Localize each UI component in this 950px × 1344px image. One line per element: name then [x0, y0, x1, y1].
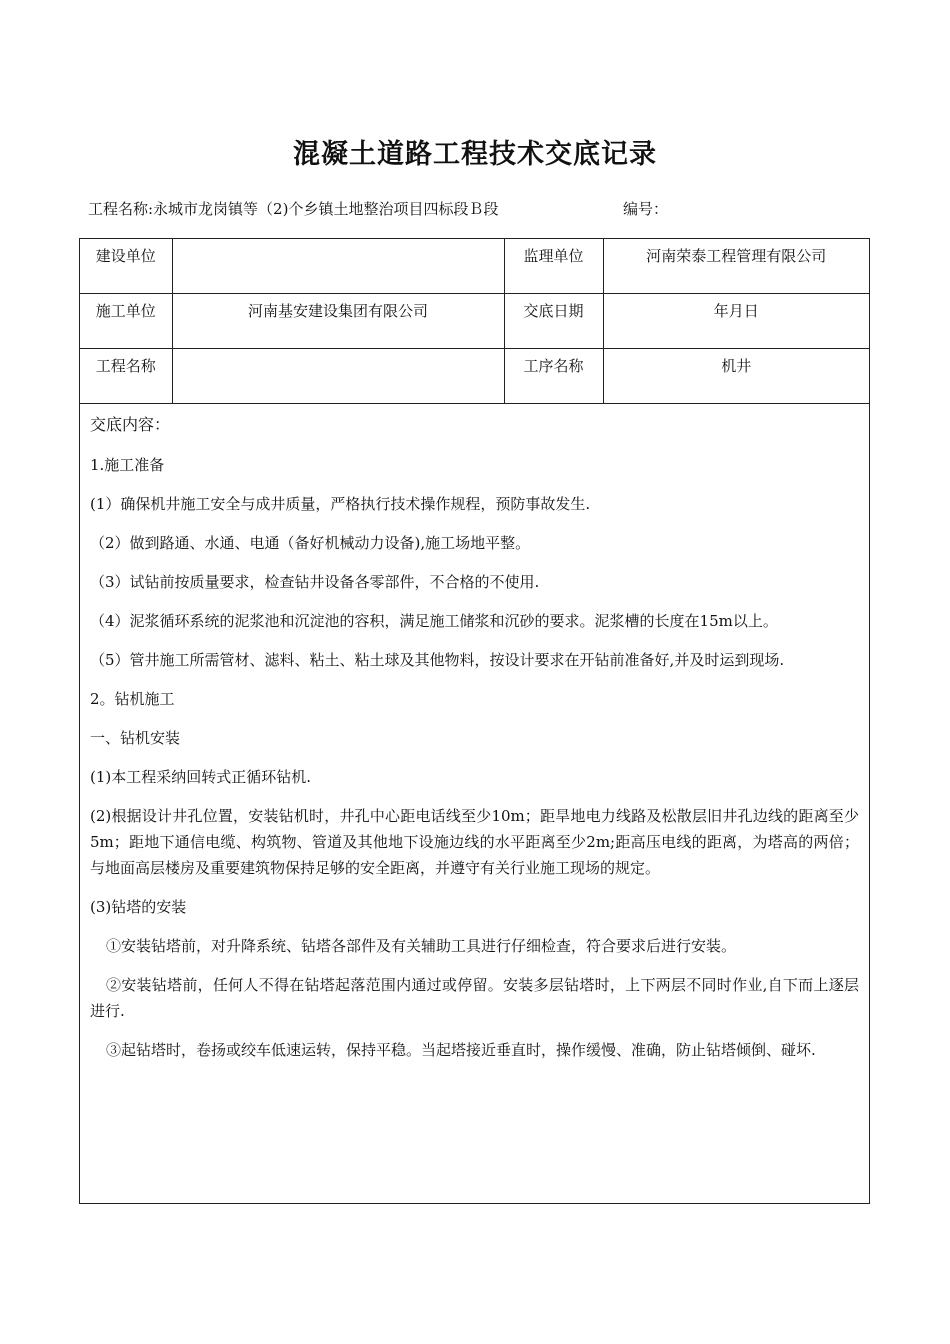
document-header [88, 198, 878, 219]
process-name-label: 工序名称 [504, 349, 603, 404]
disclosure-date-label: 交底日期 [504, 294, 603, 349]
project-name-cell-value [172, 349, 504, 404]
project-name-label: 工程名称:永城市龙岗镇等（2)个乡镇土地整治项目四标段Ｂ段 [88, 200, 499, 218]
info-table [80, 239, 869, 404]
info-row-1 [80, 239, 869, 294]
contractor-label: 施工单位 [80, 294, 172, 349]
construction-unit-label: 建设单位 [80, 239, 172, 294]
disclosure-content [80, 404, 869, 1063]
content-paragraph: （3）试钻前按质量要求，检查钻井设备各零部件，不合格的不使用. [90, 573, 540, 591]
supervision-unit-label: 监理单位 [504, 239, 603, 294]
content-heading: 交底内容： [90, 415, 171, 434]
content-paragraph: (3)钻塔的安装 [90, 898, 187, 916]
content-paragraph: （2）做到路通、水通、电通（备好机械动力设备),施工场地平整。 [90, 534, 531, 552]
process-name-value: 机井 [603, 349, 869, 404]
info-row-3 [80, 349, 869, 404]
content-paragraph: ②安装钻塔前，任何人不得在钻塔起落范围内通过或停留。安装多层钻塔时，上下两层不同时作业,自下而上逐层进行. [90, 976, 859, 1020]
content-paragraph: ③起钻塔时，卷扬或绞车低速运转，保持平稳。当起塔接近垂直时，操作缓慢、准确，防止钻塔倾倒、碰坏. [106, 1041, 816, 1059]
content-paragraph: （5）管井施工所需管材、滤料、粘土、粘土球及其他物料，按设计要求在开钻前准备好,并及时运到现场. [90, 651, 785, 669]
document-number-label: 编号： [623, 200, 669, 218]
disclosure-date-value: 年月日 [603, 294, 869, 349]
content-paragraph: 一、钻机安装 [90, 729, 181, 747]
document-title: 混凝土道路工程技术交底记录 [293, 139, 657, 170]
content-paragraph: (1)本工程采纳回转式正循环钻机. [90, 768, 312, 786]
construction-unit-value [172, 239, 504, 294]
supervision-unit-value: 河南荣泰工程管理有限公司 [603, 239, 869, 294]
disclosure-sheet [79, 238, 870, 1204]
content-paragraph: (1）确保机井施工安全与成井质量，严格执行技术操作规程，预防事故发生. [90, 495, 591, 513]
info-row-2 [80, 294, 869, 349]
contractor-value: 河南基安建设集团有限公司 [172, 294, 504, 349]
project-name-cell-label: 工程名称 [80, 349, 172, 404]
content-paragraph: ①安装钻塔前，对升降系统、钻塔各部件及有关辅助工具进行仔细检查，符合要求后进行安装。 [106, 937, 737, 955]
content-paragraph: 1.施工准备 [90, 456, 165, 474]
content-paragraph: 2。钻机施工 [90, 690, 175, 708]
content-paragraph: (2)根据设计井孔位置，安装钻机时，井孔中心距电话线至少10m；距旱地电力线路及松散层旧井孔边线的距离至少5m；距地下通信电缆、构筑物、管道及其他地下设施边线的水平距离至少2m;距高压电线的距离，为塔高的两倍；与地面高层楼房及重要建筑物保持足够的安全距离，并遵守有关行业施工现场的规定。 [90, 807, 859, 877]
content-paragraph: （4）泥浆循环系统的泥浆池和沉淀池的容积，满足施工储浆和沉砂的要求。泥浆槽的长度在15m以上。 [90, 612, 778, 630]
